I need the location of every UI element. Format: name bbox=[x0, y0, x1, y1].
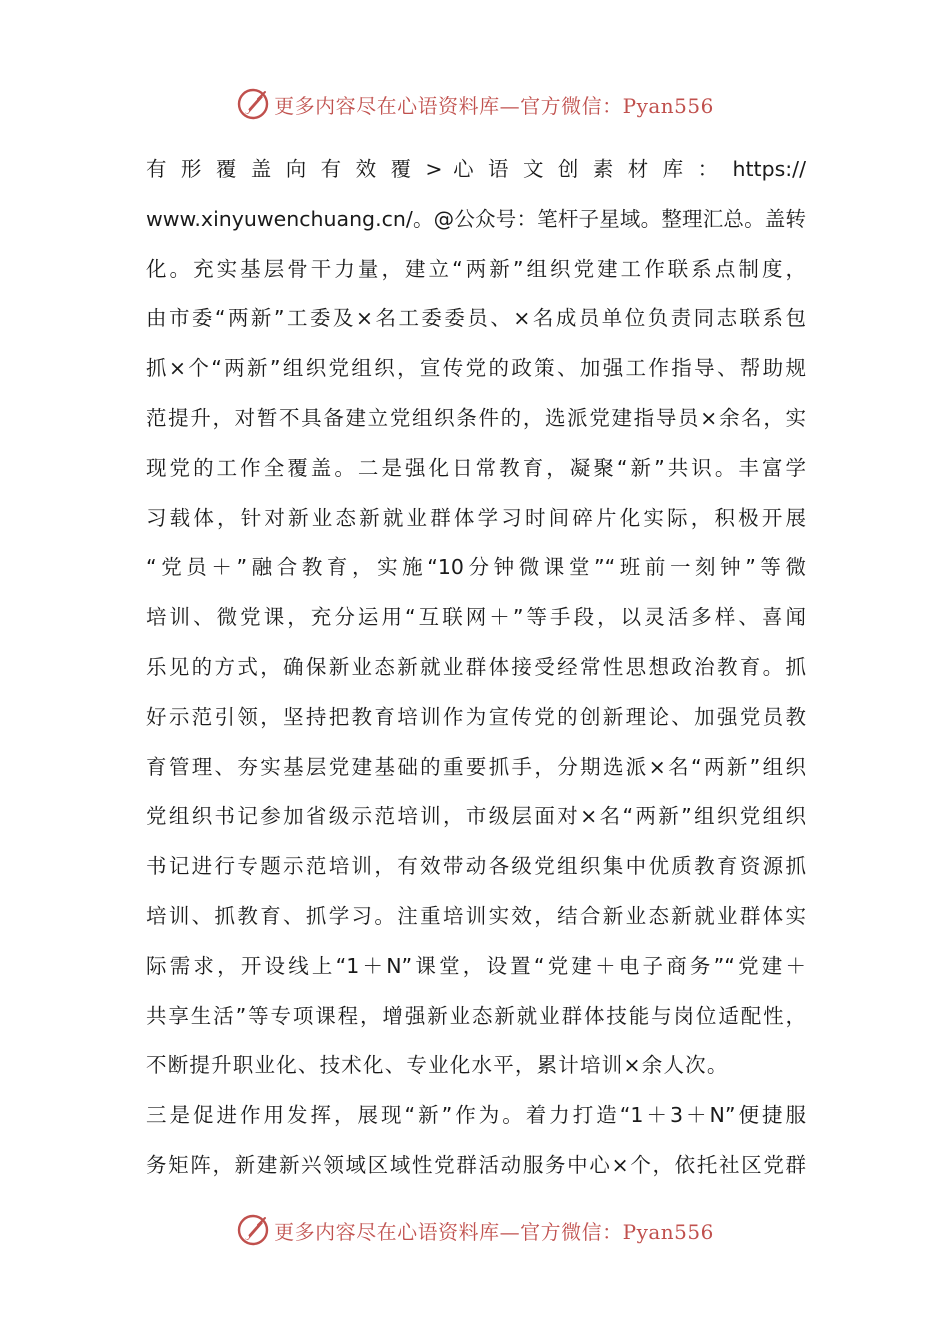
body-line: 化。充实基层骨干力量，建立“两新”组织党建工作联系点制度， bbox=[146, 256, 806, 281]
watermark-text: 更多内容尽在心语资料库—官方微信：Pyan556 bbox=[274, 93, 714, 118]
body-line: 乐见的方式，确保新业态新就业群体接受经常性思想政治教育。抓 bbox=[146, 654, 806, 679]
body-line: 书记进行专题示范培训，有效带动各级党组织集中优质教育资源抓 bbox=[146, 854, 806, 879]
body-line: 好示范引领，坚持把教育培训作为宣传党的创新理论、加强党员教 bbox=[146, 704, 806, 729]
body-line: 培训、微党课，充分运用“互联网＋”等手段，以灵活多样、喜闻 bbox=[146, 605, 806, 630]
body-line: “党员＋”融合教育，实施“10分钟微课堂”“班前一刻钟”等微 bbox=[146, 555, 806, 580]
body-line: 习载体，针对新业态新就业群体学习时间碎片化实际，积极开展 bbox=[146, 505, 806, 530]
body-line: 三是促进作用发挥，展现“新”作为。着力打造“1＋3＋N”便捷服 bbox=[146, 1103, 806, 1128]
body-line: 际需求，开设线上“1＋N”课堂，设置“党建＋电子商务”“党建＋ bbox=[146, 953, 806, 978]
body-line: 有 形 覆 盖 向 有 效 覆 > 心 语 文 创 素 材 库 ： https:// bbox=[146, 157, 806, 181]
body-line: 现党的工作全覆盖。二是强化日常教育，凝聚“新”共识。丰富学 bbox=[146, 455, 806, 480]
body-line: www.xinyuwenchuang.cn/。@公众号：笔杆子星域。整理汇总。盖转 bbox=[146, 206, 806, 231]
body-line: 由市委“两新”工委及×名工委委员、×名成员单位负责同志联系包 bbox=[146, 306, 806, 331]
body-line: 党组织书记参加省级示范培训，市级层面对×名“两新”组织党组织 bbox=[146, 804, 806, 829]
body-line: 育管理、夯实基层党建基础的重要抓手，分期选派×名“两新”组织 bbox=[146, 754, 806, 779]
body-line: 务矩阵，新建新兴领域区域性党群活动服务中心×个，依托社区党群 bbox=[146, 1152, 806, 1177]
document-body bbox=[146, 145, 806, 1191]
body-line: 培训、抓教育、抓学习。注重培训实效，结合新业态新就业群体实 bbox=[146, 903, 806, 928]
quill-logo-icon bbox=[236, 1213, 270, 1247]
body-line: 不断提升职业化、技术化、专业化水平，累计培训×余人次。 bbox=[146, 1053, 729, 1078]
body-line: 抓×个“两新”组织党组织，宣传党的政策、加强工作指导、帮助规 bbox=[146, 356, 806, 381]
footer-watermark bbox=[0, 1210, 950, 1250]
watermark-text: 更多内容尽在心语资料库—官方微信：Pyan556 bbox=[274, 1219, 714, 1244]
quill-logo-icon bbox=[236, 87, 270, 121]
header-watermark bbox=[0, 84, 950, 124]
body-line: 范提升，对暂不具备建立党组织条件的，选派党建指导员×余名，实 bbox=[146, 405, 806, 430]
body-line: 共享生活”等专项课程，增强新业态新就业群体技能与岗位适配性， bbox=[146, 1003, 806, 1028]
